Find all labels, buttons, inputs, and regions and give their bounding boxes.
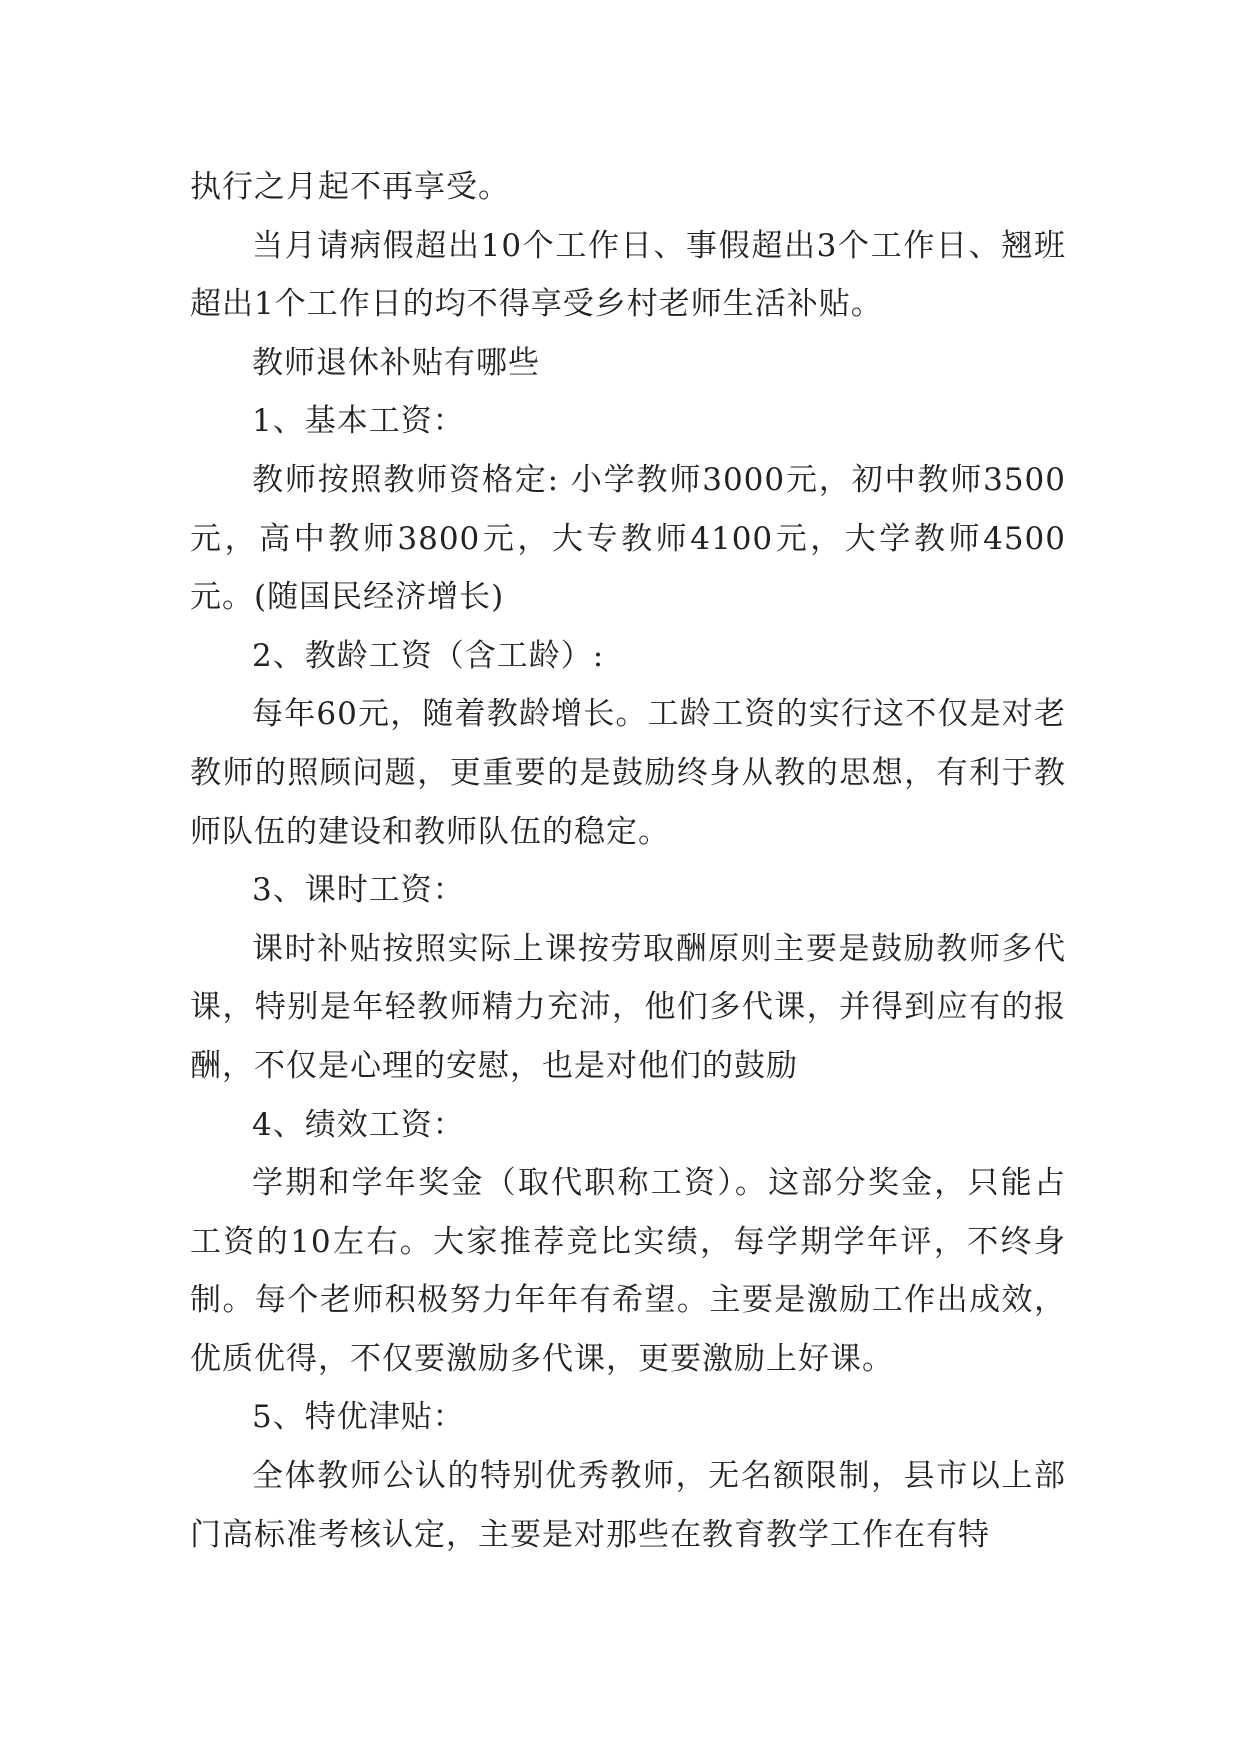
paragraph: 学期和学年奖金（取代职称工资）。这部分奖金，只能占工资的10左右。大家推荐竞比实绩，每学期学年评，不终身制。每个老师积极努力年年有希望。主要是激励工作出成效，优质优得，不仅要激励多代课，更要激励上好课。 [190, 1165, 1066, 1377]
document-body [190, 158, 1066, 1564]
list-heading-basic-salary: 1、基本工资： [252, 403, 465, 440]
list-heading-seniority-salary: 2、教龄工资（含工龄）: [252, 637, 605, 674]
list-heading-class-hour-salary: 3、课时工资： [252, 872, 465, 909]
paragraph: 执行之月起不再享受。 [190, 169, 510, 205]
list-heading-performance-salary: 4、绩效工资： [252, 1106, 465, 1143]
paragraph: 课时补贴按照实际上课按劳取酬原则主要是鼓励教师多代课，特别是年轻教师精力充沛，他们多代课，并得到应有的报酬，不仅是心理的安慰，也是对他们的鼓励 [190, 930, 1066, 1084]
section-heading: 教师退休补贴有哪些 [252, 344, 540, 381]
paragraph: 每年60元，随着教龄增长。工龄工资的实行这不仅是对老教师的照顾问题，更重要的是鼓励终身从教的思想，有利于教师队伍的建设和教师队伍的稳定。 [190, 696, 1066, 850]
paragraph: 全体教师公认的特别优秀教师，无名额限制，县市以上部门高标准考核认定，主要是对那些在教育教学工作在有特 [190, 1458, 1066, 1553]
paragraph: 当月请病假超出10个工作日、事假超出3个工作日、翘班超出1个工作日的均不得享受乡村老师生活补贴。 [190, 227, 1066, 323]
paragraph: 教师按照教师资格定: 小学教师3000元，初中教师3500元，高中教师3800元，大专教师4100元，大学教师4500元。(随国民经济增长) [190, 461, 1066, 616]
list-heading-special-allowance: 5、特优津贴： [252, 1399, 465, 1436]
